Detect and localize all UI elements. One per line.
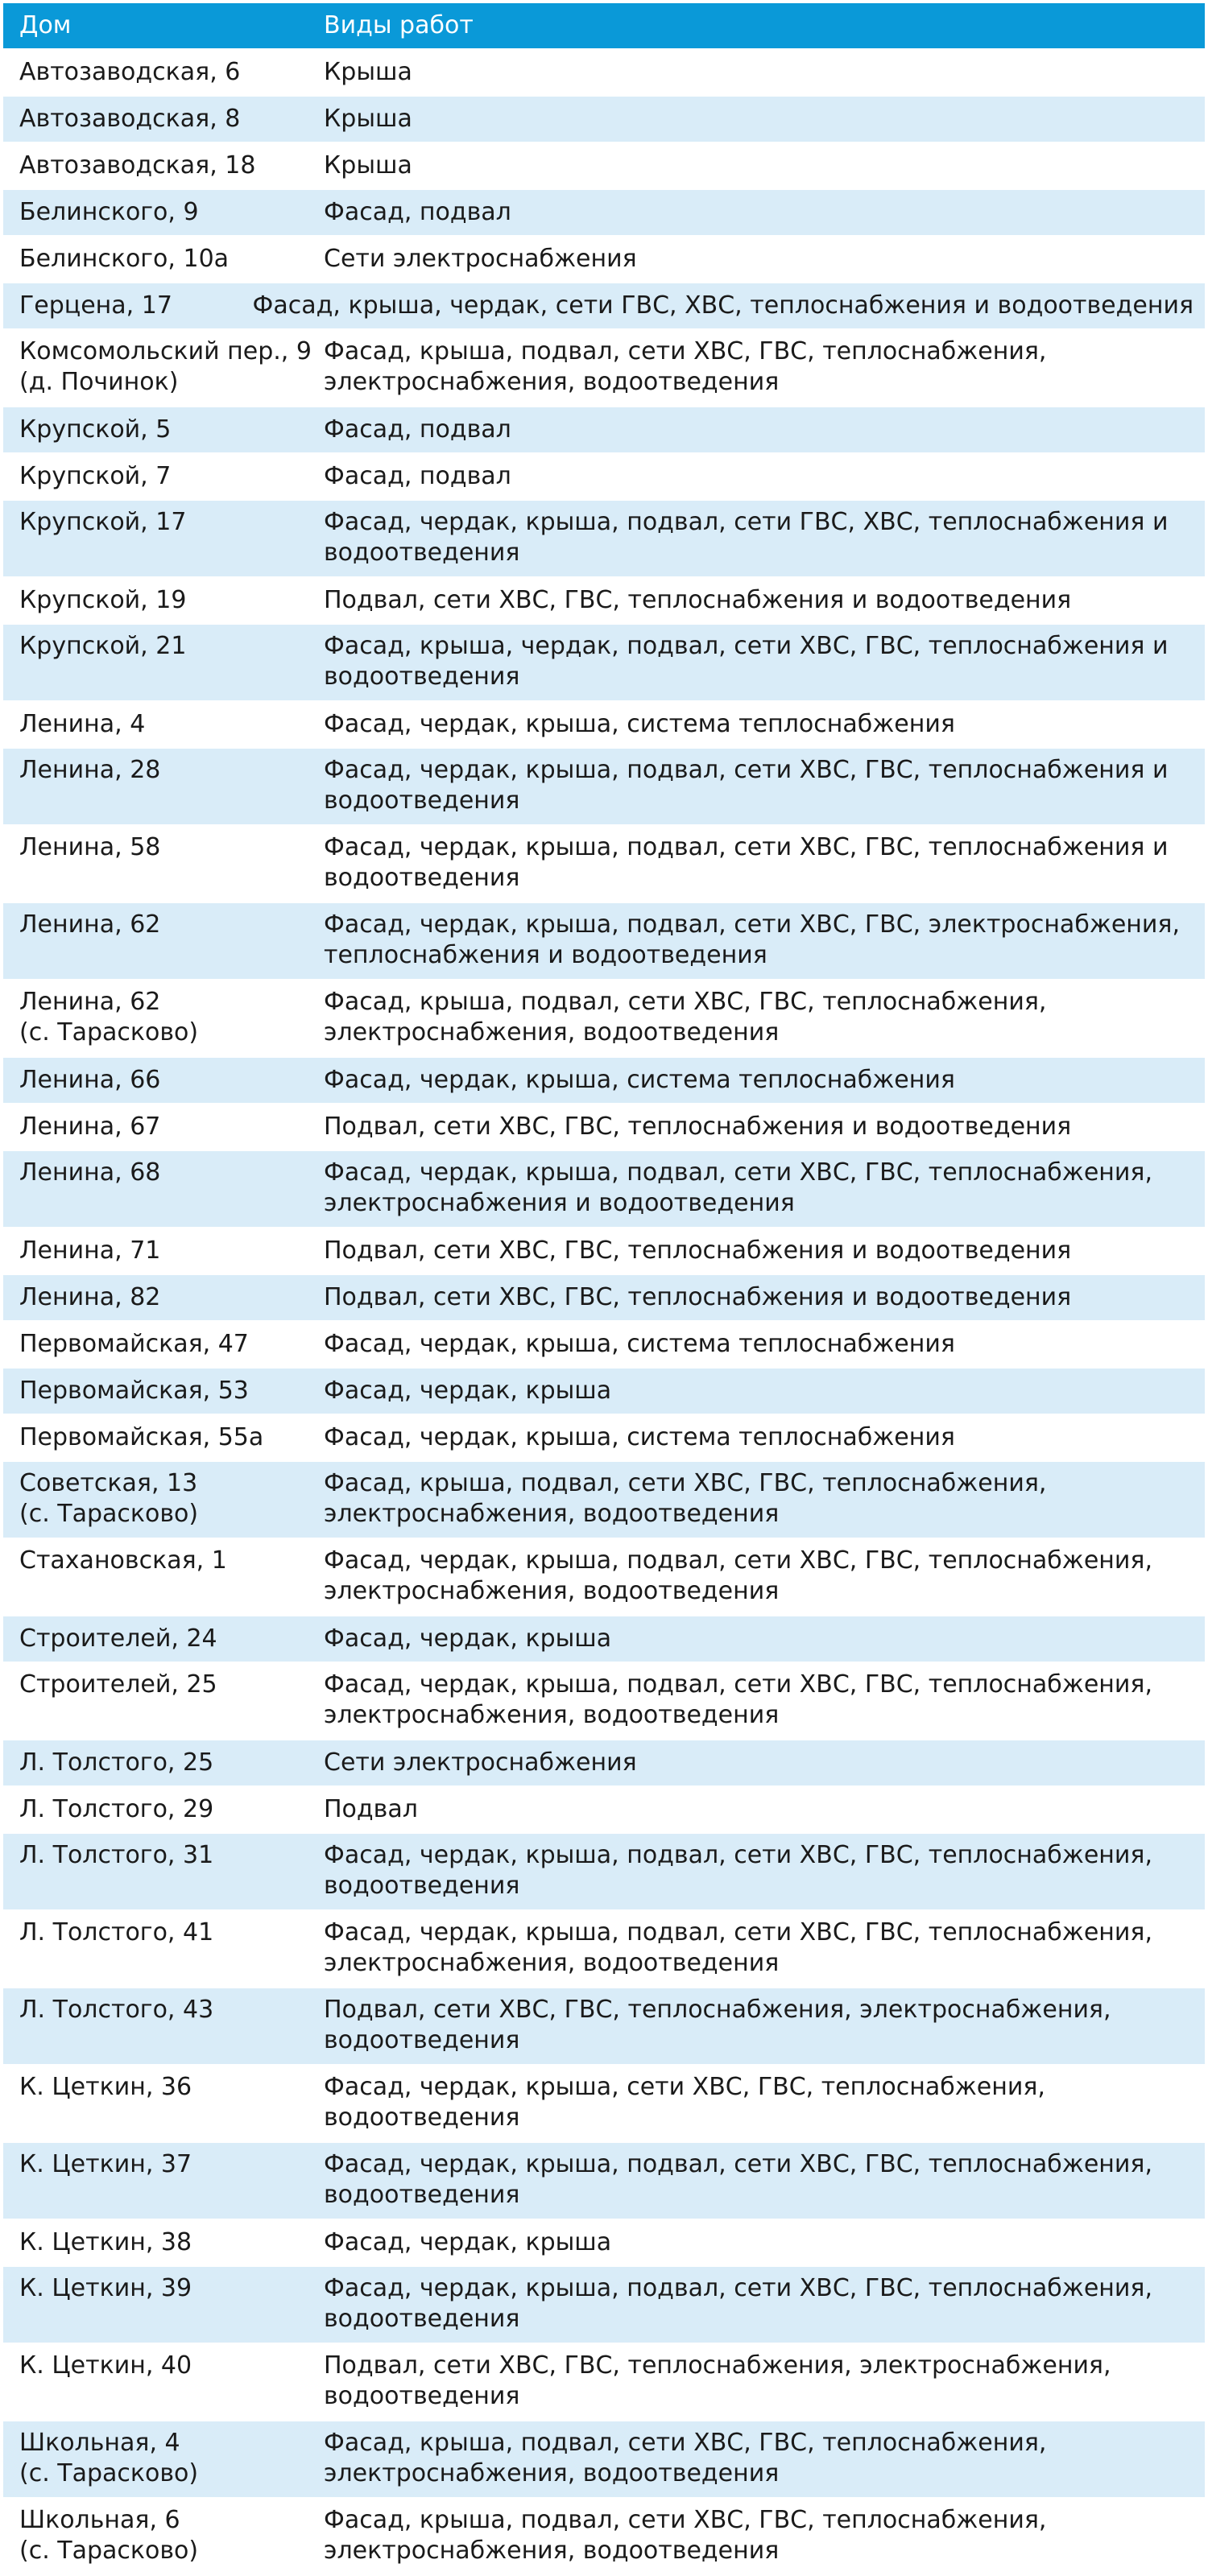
house-cell xyxy=(3,1748,308,1778)
table-row xyxy=(3,143,1205,190)
house-cell-line: (с. Тарасково) xyxy=(19,1500,199,1528)
works-cell xyxy=(308,2344,1205,2412)
house-cell xyxy=(3,1663,308,1700)
table-row xyxy=(3,1415,1205,1462)
table-row xyxy=(3,407,1205,454)
house-cell xyxy=(3,2499,308,2566)
works-cell xyxy=(308,2066,1205,2133)
house-cell-line: Комсомольский пер., 9 xyxy=(19,337,312,365)
column-header-house: Дом xyxy=(19,11,72,39)
table-row xyxy=(3,330,1205,407)
works-cell xyxy=(308,104,1205,134)
works-cell xyxy=(308,1329,1205,1360)
works-cell-line: водоотведения xyxy=(324,539,520,567)
table-row xyxy=(3,749,1205,826)
house-cell xyxy=(3,1282,308,1313)
works-cell-line: Фасад, чердак, крыша xyxy=(324,1624,612,1653)
works-cell xyxy=(308,1794,1205,1825)
house-cell-line: Крупской, 17 xyxy=(19,508,187,536)
house-cell xyxy=(3,1422,308,1453)
table-row xyxy=(3,2066,1205,2143)
house-cell xyxy=(3,1462,308,1530)
house-cell-line: Автозаводская, 18 xyxy=(19,151,256,180)
house-cell xyxy=(3,330,312,398)
works-cell-line: Фасад, крыша, подвал, сети ХВС, ГВС, теплоснабжения, xyxy=(324,1469,1047,1497)
house-cell-line: К. Цеткин, 40 xyxy=(19,2351,192,2380)
works-cell xyxy=(308,1376,1205,1406)
table-row xyxy=(3,1275,1205,1322)
house-cell xyxy=(3,1834,308,1871)
works-cell xyxy=(308,197,1205,228)
house-cell-line: Ленина, 4 xyxy=(19,710,146,738)
house-cell-line: Школьная, 6 xyxy=(19,2506,180,2534)
works-cell-line: теплоснабжения и водоотведения xyxy=(324,941,767,969)
works-cell-line: электроснабжения, водоотведения xyxy=(324,1018,780,1046)
house-cell xyxy=(3,197,308,228)
house-cell-line: Первомайская, 53 xyxy=(19,1377,249,1405)
works-cell xyxy=(308,330,1205,398)
house-cell xyxy=(3,415,308,445)
house-cell-line: К. Цеткин, 37 xyxy=(19,2150,192,2178)
house-cell xyxy=(3,980,308,1048)
works-cell-line: Фасад, крыша, чердак, сети ГВС, ХВС, теплоснабжения и водоотведения xyxy=(252,291,1194,320)
house-cell xyxy=(3,709,308,740)
works-cell-line: Фасад, чердак, крыша, подвал, сети ХВС, ГВС, теплоснабжения, xyxy=(324,1546,1152,1575)
table-row xyxy=(3,2267,1205,2344)
table-body xyxy=(3,50,1205,2576)
works-cell-line: Фасад, чердак, крыша, подвал, сети ХВС, ГВС, теплоснабжения, xyxy=(324,1841,1152,1869)
table-row xyxy=(3,454,1205,501)
house-cell-line: Ленина, 58 xyxy=(19,833,161,861)
works-cell-line: Фасад, чердак, крыша xyxy=(324,1377,612,1405)
table-row xyxy=(3,237,1205,283)
works-cell-line: Подвал xyxy=(324,1795,418,1823)
house-cell xyxy=(3,1112,308,1142)
house-cell xyxy=(3,2227,308,2258)
works-cell-line: Крыша xyxy=(324,105,412,133)
table-row xyxy=(3,1228,1205,1275)
works-cell-line: водоотведения xyxy=(324,2305,520,2333)
table-row xyxy=(3,97,1205,143)
house-cell-line: Ленина, 67 xyxy=(19,1113,161,1141)
house-cell-line: Первомайская, 55а xyxy=(19,1423,264,1451)
house-cell-line: Ленина, 82 xyxy=(19,1283,161,1311)
table-row xyxy=(3,2143,1205,2220)
table-row xyxy=(3,578,1205,625)
house-cell-line: Строителей, 25 xyxy=(19,1670,217,1699)
works-cell-line: водоотведения xyxy=(324,1872,520,1900)
works-cell xyxy=(308,749,1205,816)
house-cell xyxy=(3,1988,308,2025)
table-row xyxy=(3,283,1205,330)
works-cell-line: электроснабжения, водоотведения xyxy=(324,1701,780,1729)
house-cell xyxy=(3,1236,308,1266)
house-cell xyxy=(3,2421,308,2489)
table-row xyxy=(3,1058,1205,1104)
house-cell xyxy=(3,1624,308,1654)
works-cell xyxy=(308,709,1205,740)
works-cell-line: Фасад, чердак, крыша, подвал, сети ХВС, ГВС, теплоснабжения, xyxy=(324,1158,1152,1187)
works-cell xyxy=(308,501,1205,568)
house-cell-line: (с. Тарасково) xyxy=(19,1018,199,1046)
table-row xyxy=(3,702,1205,749)
works-cell xyxy=(308,1112,1205,1142)
works-cell xyxy=(308,2227,1205,2258)
works-cell-line: водоотведения xyxy=(324,786,520,815)
table-row xyxy=(3,1104,1205,1151)
table-row xyxy=(3,1368,1205,1415)
works-cell xyxy=(308,1834,1205,1901)
house-cell-line: (с. Тарасково) xyxy=(19,2537,199,2565)
works-cell-line: водоотведения xyxy=(324,2103,520,2132)
house-cell xyxy=(3,1376,308,1406)
works-cell-line: Фасад, чердак, крыша, подвал, сети ХВС, ГВС, теплоснабжения, xyxy=(324,2150,1152,2178)
house-cell-line: Ленина, 68 xyxy=(19,1158,161,1187)
works-cell-line: Фасад, крыша, подвал, сети ХВС, ГВС, теплоснабжения, xyxy=(324,2506,1047,2534)
works-cell-line: Сети электроснабжения xyxy=(324,1748,637,1777)
house-cell-line: Школьная, 4 xyxy=(19,2429,180,2457)
house-cell xyxy=(3,2066,308,2103)
works-cell-line: водоотведения xyxy=(324,864,520,892)
house-cell-line: Ленина, 66 xyxy=(19,1066,161,1094)
works-cell-line: водоотведения xyxy=(324,2026,520,2054)
works-cell-line: Фасад, крыша, подвал, сети ХВС, ГВС, теплоснабжения, xyxy=(324,2429,1047,2457)
works-cell xyxy=(308,1663,1205,1731)
table-row xyxy=(3,1988,1205,2066)
house-cell xyxy=(3,1065,308,1096)
works-cell-line: Подвал, сети ХВС, ГВС, теплоснабжения и водоотведения xyxy=(324,1236,1072,1265)
works-cell-line: Фасад, чердак, крыша, система теплоснабжения xyxy=(324,1330,955,1358)
table-row xyxy=(3,2220,1205,2267)
table-row xyxy=(3,2344,1205,2421)
works-cell xyxy=(308,2267,1205,2334)
works-cell-line: Фасад, крыша, чердак, подвал, сети ХВС, ГВС, теплоснабжения и xyxy=(324,632,1169,660)
works-cell-line: водоотведения xyxy=(324,663,520,691)
table-row xyxy=(3,190,1205,237)
table-row xyxy=(3,1462,1205,1539)
house-cell-line: Первомайская, 47 xyxy=(19,1330,249,1358)
house-cell xyxy=(3,291,237,321)
works-cell xyxy=(308,1911,1205,1979)
house-cell-line: К. Цеткин, 38 xyxy=(19,2228,192,2256)
works-cell xyxy=(237,291,1205,321)
works-cell-line: Фасад, чердак, крыша, система теплоснабжения xyxy=(324,1423,955,1451)
house-cell-line: Л. Толстого, 29 xyxy=(19,1795,214,1823)
house-cell-line: Ленина, 62 xyxy=(19,910,161,939)
house-cell xyxy=(3,1539,308,1576)
table-row xyxy=(3,2421,1205,2499)
works-cell-line: электроснабжения и водоотведения xyxy=(324,1189,795,1217)
works-cell-line: Фасад, чердак, крыша, подвал, сети ХВС, ГВС, теплоснабжения, xyxy=(324,2274,1152,2302)
table-row xyxy=(3,826,1205,903)
works-cell-line: Фасад, чердак, крыша, подвал, сети ХВС, ГВС, теплоснабжения и xyxy=(324,833,1169,861)
works-cell-line: Фасад, чердак, крыша, подвал, сети ХВС, ГВС, электроснабжения, xyxy=(324,910,1180,939)
works-cell-line: Фасад, крыша, подвал, сети ХВС, ГВС, теплоснабжения, xyxy=(324,988,1047,1016)
works-cell xyxy=(308,1539,1205,1607)
works-cell xyxy=(308,415,1205,445)
house-cell-line: К. Цеткин, 39 xyxy=(19,2274,192,2302)
house-cell xyxy=(3,461,308,492)
house-cell xyxy=(3,104,308,134)
house-cell xyxy=(3,1794,308,1825)
house-cell-line: Л. Толстого, 25 xyxy=(19,1748,214,1777)
works-cell-line: Фасад, чердак, крыша, система теплоснабжения xyxy=(324,710,955,738)
works-cell-line: Фасад, подвал xyxy=(324,462,511,490)
table-header xyxy=(3,3,1205,50)
works-cell-line: Фасад, чердак, крыша, подвал, сети ХВС, ГВС, теплоснабжения, xyxy=(324,1918,1152,1946)
works-cell xyxy=(308,1748,1205,1778)
works-cell-line: водоотведения xyxy=(324,2382,520,2410)
house-cell xyxy=(3,903,308,940)
works-cell-line: Фасад, чердак, крыша, сети ХВС, ГВС, теплоснабжения, xyxy=(324,2073,1045,2101)
works-cell xyxy=(308,1282,1205,1313)
works-cell-line: электроснабжения, водоотведения xyxy=(324,1949,780,1977)
house-cell-line: Строителей, 24 xyxy=(19,1624,217,1653)
house-cell xyxy=(3,826,308,863)
table-row xyxy=(3,1616,1205,1663)
house-cell-line: Ленина, 28 xyxy=(19,756,161,784)
works-cell xyxy=(308,1236,1205,1266)
house-cell-line: Белинского, 9 xyxy=(19,198,199,226)
house-cell xyxy=(3,749,308,786)
works-cell xyxy=(308,151,1205,181)
table-row xyxy=(3,1539,1205,1616)
works-cell-line: Подвал, сети ХВС, ГВС, теплоснабжения, электроснабжения, xyxy=(324,2351,1111,2380)
house-cell xyxy=(3,585,308,616)
works-cell-line: Сети электроснабжения xyxy=(324,245,637,273)
house-cell-line: Л. Толстого, 31 xyxy=(19,1841,214,1869)
table-row xyxy=(3,1322,1205,1368)
works-table xyxy=(3,3,1205,2576)
works-cell-line: Фасад, подвал xyxy=(324,415,511,444)
house-cell-line: Крупской, 19 xyxy=(19,586,187,614)
table-row xyxy=(3,1911,1205,1988)
works-cell xyxy=(308,2421,1205,2489)
works-cell-line: Фасад, чердак, крыша, подвал, сети ХВС, ГВС, теплоснабжения, xyxy=(324,1670,1152,1699)
works-cell-line: электроснабжения, водоотведения xyxy=(324,2459,780,2487)
works-cell-line: электроснабжения, водоотведения xyxy=(324,1500,780,1528)
works-cell xyxy=(308,461,1205,492)
house-cell-line: Ленина, 71 xyxy=(19,1236,161,1265)
works-cell-line: водоотведения xyxy=(324,2181,520,2209)
house-cell xyxy=(3,151,308,181)
house-cell-line: К. Цеткин, 36 xyxy=(19,2073,192,2101)
house-cell xyxy=(3,244,308,275)
house-cell xyxy=(3,1151,308,1188)
house-cell-line: Белинского, 10а xyxy=(19,245,230,273)
works-cell-line: Подвал, сети ХВС, ГВС, теплоснабжения, электроснабжения, xyxy=(324,1996,1111,2024)
column-header-works: Виды работ xyxy=(324,11,474,39)
works-cell xyxy=(308,57,1205,88)
house-cell-line: Крупской, 21 xyxy=(19,632,187,660)
works-cell xyxy=(308,980,1205,1048)
works-cell-line: Фасад, чердак, крыша xyxy=(324,2228,612,2256)
house-cell-line: Советская, 13 xyxy=(19,1469,198,1497)
works-cell-line: Крыша xyxy=(324,151,412,180)
works-cell xyxy=(308,625,1205,692)
house-cell xyxy=(3,501,308,538)
works-cell xyxy=(308,1462,1205,1530)
house-cell-line: (с. Тарасково) xyxy=(19,2459,199,2487)
table-row xyxy=(3,1834,1205,1911)
house-cell xyxy=(3,57,308,88)
works-cell xyxy=(308,826,1205,894)
works-cell xyxy=(308,1065,1205,1096)
table-row xyxy=(3,2499,1205,2576)
works-cell xyxy=(308,1151,1205,1219)
table-row xyxy=(3,1787,1205,1834)
table-row xyxy=(3,625,1205,702)
works-cell-line: Крыша xyxy=(324,58,412,86)
works-cell-line: Подвал, сети ХВС, ГВС, теплоснабжения и водоотведения xyxy=(324,1113,1072,1141)
works-cell xyxy=(308,2499,1205,2566)
house-cell-line: Автозаводская, 8 xyxy=(19,105,241,133)
works-cell-line: Фасад, чердак, крыша, подвал, сети ГВС, ХВС, теплоснабжения и xyxy=(324,508,1169,536)
works-cell-line: Подвал, сети ХВС, ГВС, теплоснабжения и водоотведения xyxy=(324,586,1072,614)
house-cell xyxy=(3,2143,308,2180)
house-cell-line: Автозаводская, 6 xyxy=(19,58,241,86)
works-cell-line: электроснабжения, водоотведения xyxy=(324,2537,780,2565)
house-cell-line: Крупской, 7 xyxy=(19,462,172,490)
works-cell xyxy=(308,903,1205,971)
table-row xyxy=(3,50,1205,97)
house-cell xyxy=(3,2344,308,2381)
house-cell-line: Герцена, 17 xyxy=(19,291,172,320)
table-row xyxy=(3,1663,1205,1740)
house-cell xyxy=(3,2267,308,2304)
works-cell-line: электроснабжения, водоотведения xyxy=(324,368,780,396)
table-row xyxy=(3,903,1205,980)
works-cell xyxy=(308,2143,1205,2211)
works-cell-line: электроснабжения, водоотведения xyxy=(324,1577,780,1605)
works-cell-line: Фасад, чердак, крыша, система теплоснабжения xyxy=(324,1066,955,1094)
house-cell-line: Л. Толстого, 43 xyxy=(19,1996,214,2024)
table-row xyxy=(3,1151,1205,1228)
house-cell-line: Стахановская, 1 xyxy=(19,1546,227,1575)
works-cell xyxy=(308,244,1205,275)
works-cell xyxy=(308,1988,1205,2056)
table-row xyxy=(3,980,1205,1058)
table-row xyxy=(3,1740,1205,1787)
works-cell xyxy=(308,1624,1205,1654)
house-cell-line: Крупской, 5 xyxy=(19,415,172,444)
house-cell-line: (д. Починок) xyxy=(19,368,179,396)
house-cell xyxy=(3,625,308,662)
house-cell xyxy=(3,1911,308,1948)
house-cell xyxy=(3,1329,308,1360)
house-cell-line: Л. Толстого, 41 xyxy=(19,1918,214,1946)
works-cell-line: Фасад, подвал xyxy=(324,198,511,226)
works-cell-line: Фасад, чердак, крыша, подвал, сети ХВС, ГВС, теплоснабжения и xyxy=(324,756,1169,784)
works-cell-line: Подвал, сети ХВС, ГВС, теплоснабжения и водоотведения xyxy=(324,1283,1072,1311)
works-cell xyxy=(308,1422,1205,1453)
works-cell xyxy=(308,585,1205,616)
table-row xyxy=(3,501,1205,578)
works-cell-line: Фасад, крыша, подвал, сети ХВС, ГВС, теплоснабжения, xyxy=(324,337,1047,365)
house-cell-line: Ленина, 62 xyxy=(19,988,161,1016)
